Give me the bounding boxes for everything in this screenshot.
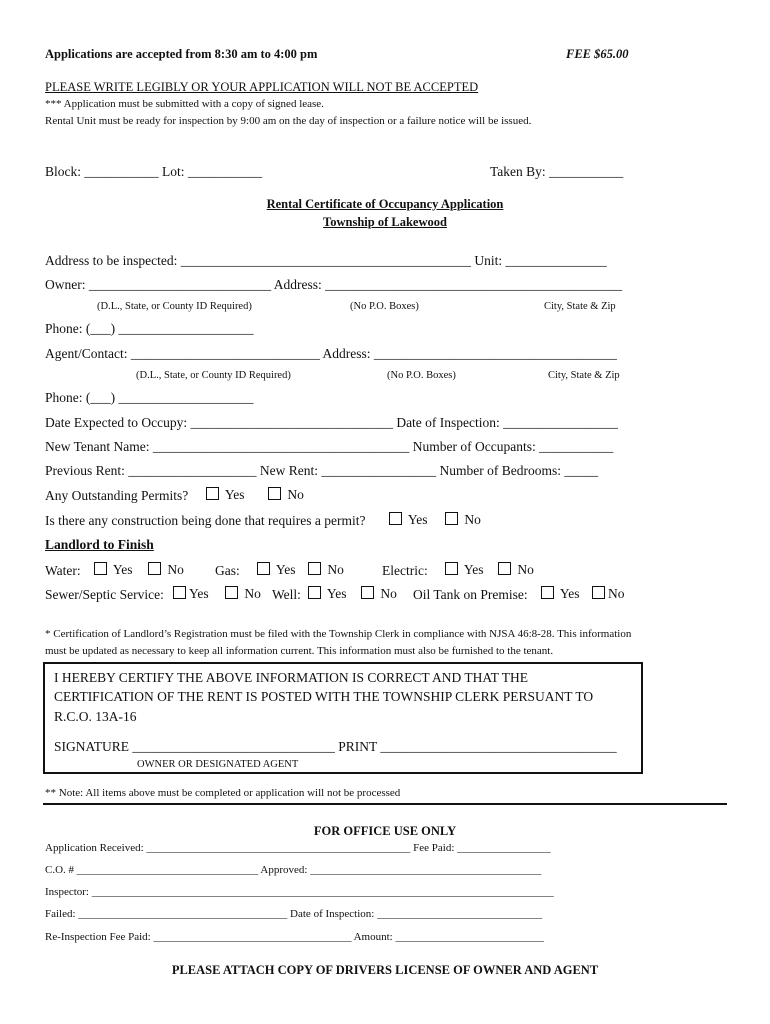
signature-print-field[interactable]: SIGNATURE ______________________________ PRINT ___________________________________ bbox=[54, 739, 617, 754]
option-label: Yes bbox=[559, 586, 580, 601]
rent-bedrooms-field[interactable]: Previous Rent: ___________________ New Rent: _________________ Number of Bedrooms: _____ bbox=[45, 463, 599, 478]
sewer-yes[interactable] bbox=[173, 586, 209, 602]
address-inspected-field[interactable]: Address to be inspected: ___________________________________________ Unit: _______________ bbox=[45, 253, 607, 268]
gas-yes[interactable] bbox=[257, 562, 296, 578]
checkbox-icon bbox=[94, 562, 107, 575]
section-divider bbox=[43, 803, 727, 805]
option-label: Yes bbox=[407, 512, 428, 527]
township-title: Township of Lakewood bbox=[323, 215, 447, 229]
checkbox-icon bbox=[541, 586, 554, 599]
owner-po-hint: (No P.O. Boxes) bbox=[350, 301, 419, 312]
co-approved-field[interactable]: C.O. # _________________________________ Approved: __________________________________________ bbox=[45, 864, 542, 876]
form-title: Rental Certificate of Occupancy Application bbox=[266, 197, 504, 211]
electric-yes[interactable] bbox=[445, 562, 484, 578]
inspection-note: Rental Unit must be ready for inspection by 9:00 am on the day of inspection or a failure notice will be issued. bbox=[45, 115, 532, 127]
certification-note-line2: must be updated as necessary to keep all information current. This information must also be furnished to the tenant. bbox=[45, 645, 554, 657]
checkbox-icon bbox=[498, 562, 511, 575]
option-label: Yes bbox=[326, 586, 347, 601]
water-label: Water: bbox=[45, 563, 81, 578]
checkbox-icon bbox=[308, 586, 321, 599]
checkbox-icon bbox=[445, 562, 458, 575]
hours-text: Applications are accepted from 8:30 am to 4:00 pm bbox=[45, 47, 318, 61]
signature-hint: OWNER OR DESIGNATED AGENT bbox=[137, 759, 299, 770]
checkbox-icon bbox=[308, 562, 321, 575]
option-label: Yes bbox=[275, 562, 296, 577]
sewer-no[interactable] bbox=[225, 586, 261, 602]
gas-no[interactable] bbox=[308, 562, 344, 578]
reinspection-amount-field[interactable]: Re-Inspection Fee Paid: ____________________________________ Amount: ___________________________ bbox=[45, 931, 544, 943]
option-label: No bbox=[464, 512, 481, 527]
outstanding-permits-no[interactable] bbox=[268, 487, 304, 503]
option-label: No bbox=[608, 586, 625, 601]
checkbox-icon bbox=[225, 586, 238, 599]
office-use-heading: FOR OFFICE USE ONLY bbox=[313, 824, 457, 838]
agent-po-hint: (No P.O. Boxes) bbox=[387, 370, 456, 381]
completion-note: ** Note: All items above must be completed or application will not be processed bbox=[45, 787, 401, 799]
option-label: No bbox=[244, 586, 261, 601]
oil-tank-yes[interactable] bbox=[541, 586, 580, 602]
agent-phone-field[interactable]: Phone: (___) ____________________ bbox=[45, 390, 254, 405]
option-label: Yes bbox=[112, 562, 133, 577]
fee-text: FEE $65.00 bbox=[566, 47, 629, 61]
checkbox-icon bbox=[148, 562, 161, 575]
water-yes[interactable] bbox=[94, 562, 133, 578]
agent-dl-hint: (D.L., State, or County ID Required) bbox=[136, 370, 291, 381]
owner-dl-hint: (D.L., State, or County ID Required) bbox=[97, 301, 252, 312]
option-label: No bbox=[517, 562, 534, 577]
checkbox-icon bbox=[361, 586, 374, 599]
agent-city-hint: City, State & Zip bbox=[548, 370, 620, 381]
checkbox-icon bbox=[206, 487, 219, 500]
tenant-occupants-field[interactable]: New Tenant Name: ______________________________________ Number of Occupants: ___________ bbox=[45, 439, 614, 454]
option-label: Yes bbox=[463, 562, 484, 577]
owner-city-hint: City, State & Zip bbox=[544, 301, 616, 312]
outstanding-permits-yes[interactable] bbox=[206, 487, 245, 503]
electric-no[interactable] bbox=[498, 562, 534, 578]
option-label: No bbox=[327, 562, 344, 577]
checkbox-icon bbox=[257, 562, 270, 575]
checkbox-icon bbox=[592, 586, 605, 599]
failed-date-field[interactable]: Failed: ______________________________________ Date of Inspection: ______________________________ bbox=[45, 908, 543, 920]
construction-permit-no[interactable] bbox=[445, 512, 481, 528]
well-label: Well: bbox=[272, 587, 301, 602]
checkbox-icon bbox=[389, 512, 402, 525]
oil-tank-no[interactable] bbox=[592, 586, 625, 602]
block-lot-field[interactable]: Block: ___________ Lot: ___________ bbox=[45, 164, 263, 179]
oil-tank-label: Oil Tank on Premise: bbox=[413, 587, 528, 602]
water-no[interactable] bbox=[148, 562, 184, 578]
option-label: No bbox=[380, 586, 397, 601]
taken-by-field[interactable]: Taken By: ___________ bbox=[490, 164, 624, 179]
owner-field[interactable]: Owner: ___________________________ Address: ____________________________________________ bbox=[45, 277, 623, 292]
electric-label: Electric: bbox=[382, 563, 428, 578]
agent-field[interactable]: Agent/Contact: ____________________________ Address: ____________________________________ bbox=[45, 346, 617, 361]
certify-line2: CERTIFICATION OF THE RENT IS POSTED WITH THE TOWNSHIP CLERK PERSUANT TO bbox=[54, 689, 594, 704]
certify-line3: R.C.O. 13A-16 bbox=[54, 709, 137, 724]
construction-permit-label: Is there any construction being done that requires a permit? bbox=[45, 513, 366, 528]
legible-warning: PLEASE WRITE LEGIBLY OR YOUR APPLICATION WILL NOT BE ACCEPTED bbox=[45, 80, 479, 94]
option-label: Yes bbox=[189, 586, 209, 601]
inspector-field[interactable]: Inspector: ____________________________________________________________________________________ bbox=[45, 886, 554, 898]
checkbox-icon bbox=[173, 586, 186, 599]
footer-instruction: PLEASE ATTACH COPY OF DRIVERS LICENSE OF OWNER AND AGENT bbox=[171, 963, 599, 977]
construction-permit-yes[interactable] bbox=[389, 512, 428, 528]
lease-note: *** Application must be submitted with a copy of signed lease. bbox=[45, 98, 324, 110]
gas-label: Gas: bbox=[215, 563, 240, 578]
certify-line1: I HEREBY CERTIFY THE ABOVE INFORMATION IS CORRECT AND THAT THE bbox=[54, 670, 528, 685]
checkbox-icon bbox=[445, 512, 458, 525]
well-yes[interactable] bbox=[308, 586, 347, 602]
application-received-field[interactable]: Application Received: ________________________________________________ Fee Paid: _________________ bbox=[45, 842, 551, 854]
sewer-label: Sewer/Septic Service: bbox=[45, 587, 164, 602]
owner-phone-field[interactable]: Phone: (___) ____________________ bbox=[45, 321, 254, 336]
certification-note-line1: * Certification of Landlord’s Registration must be filed with the Township Clerk in compliance with NJSA 46:8-28. This information bbox=[45, 628, 632, 640]
well-no[interactable] bbox=[361, 586, 397, 602]
option-label: No bbox=[167, 562, 184, 577]
option-label: No bbox=[287, 487, 304, 502]
landlord-heading: Landlord to Finish bbox=[45, 537, 154, 552]
option-label: Yes bbox=[224, 487, 245, 502]
occupy-inspection-field[interactable]: Date Expected to Occupy: ______________________________ Date of Inspection: _________________ bbox=[45, 415, 618, 430]
outstanding-permits-label: Any Outstanding Permits? bbox=[45, 488, 189, 503]
checkbox-icon bbox=[268, 487, 281, 500]
